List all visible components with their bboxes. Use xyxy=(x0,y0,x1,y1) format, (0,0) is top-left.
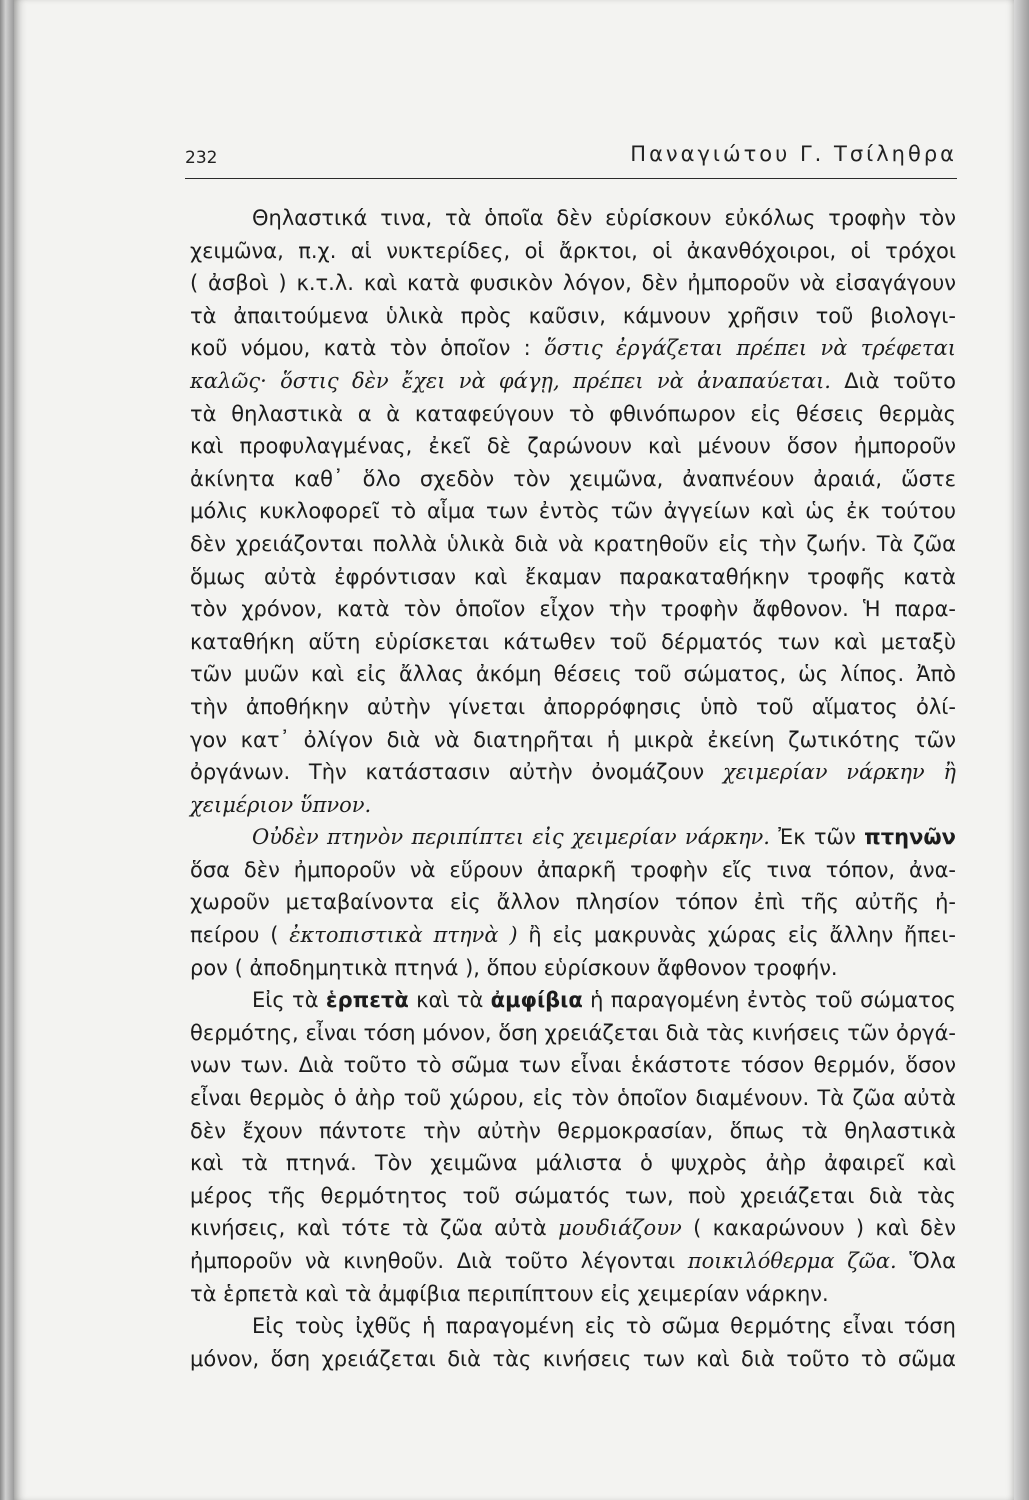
text-line xyxy=(190,1180,956,1213)
text-run: θερμότης, εἶναι τόση μόνον, ὅση χρειάζεται διὰ τὰς κινήσεις τῶν ὀργά- xyxy=(190,1020,956,1045)
text-line xyxy=(190,1017,956,1050)
text-line xyxy=(190,789,956,822)
text-run: τὴν ἀποθήκην αὐτὴν γίνεται ἀπορρόφησις ὑπὸ τοῦ αἵματος ὀλί- xyxy=(190,694,956,719)
text-run: μόλις κυκλοφορεῖ τὸ αἷμα των ἐντὸς τῶν ἀγγείων καὶ ὡς ἐκ τούτου xyxy=(190,499,956,524)
text-line xyxy=(190,528,956,561)
text-run: τὰ ἑρπετὰ καὶ τὰ ἀμφίβια περιπίπτουν εἰς χειμερίαν νάρκην. xyxy=(190,1281,829,1306)
bold-term: ἀμφίβια xyxy=(490,988,583,1013)
text-run: ἢ εἰς μακρυνὰς χώρας εἰς ἄλλην ἤπει- xyxy=(517,923,956,948)
text-run: χειμῶνα, π.χ. αἱ νυκτερίδες, οἱ ἄρκτοι, οἱ ἀκανθόχοιροι, οἱ τρόχοι xyxy=(190,238,956,263)
text-run: καὶ τὰ xyxy=(408,988,491,1013)
text-run: Εἰς τοὺς ἰχθῦς ἡ παραγομένη εἰς τὸ σῶμα θερμότης εἶναι τόση xyxy=(252,1314,956,1339)
text-run: δὲν ἔχουν πάντοτε τὴν αὐτὴν θερμοκρασίαν, ὅπως τὰ θηλαστικὰ xyxy=(190,1118,956,1143)
text-line xyxy=(190,756,956,789)
italic-text: ἐκτοπιστικὰ πτηνὰ ) xyxy=(289,923,518,948)
text-run: Θηλαστικά τινα, τὰ ὁποῖα δὲν εὑρίσκουν εὐκόλως τροφὴν τὸν xyxy=(252,206,956,230)
page-header xyxy=(185,138,957,179)
text-run: Ἐκ τῶν xyxy=(769,825,865,850)
text-run: μόνον, ὅση χρειάζεται διὰ τὰς κινήσεις των καὶ διὰ τοῦτο τὸ σῶμα xyxy=(190,1346,956,1371)
text-run: δὲν χρειάζονται πολλὰ ὑλικὰ διὰ νὰ κρατηθοῦν εἰς τὴν ζωήν. Τὰ ζῶα xyxy=(190,531,956,556)
text-line xyxy=(190,952,956,985)
text-run: ( κακαρώνουν ) καὶ δὲν xyxy=(681,1216,956,1241)
text-run: Εἰς τὰ xyxy=(252,988,326,1013)
text-line xyxy=(190,691,956,724)
text-line xyxy=(190,886,956,919)
text-run: Διὰ τοῦτο xyxy=(830,368,956,393)
text-run: ἡ παραγομένη ἐντὸς τοῦ σώματος xyxy=(582,988,956,1013)
text-line xyxy=(190,1343,956,1376)
text-line xyxy=(190,1049,956,1082)
text-run: τῶν μυῶν καὶ εἰς ἄλλας ἀκόμη θέσεις τοῦ σώματος, ὡς λίπος. Ἀπὸ xyxy=(190,662,956,687)
text-run: τὰ θηλαστικὰ α ὰ καταφεύγουν τὸ φθινόπωρον εἰς θέσεις θερμὰς xyxy=(190,401,956,426)
text-run: ρον ( ἀποδημητικὰ πτηνά ), ὅπου εὑρίσκουν ἄφθονον τροφήν. xyxy=(190,955,838,980)
text-run: ἠμποροῦν νὰ κινηθοῦν. Διὰ τοῦτο λέγονται xyxy=(190,1249,688,1273)
italic-text: καλῶς· ὅστις δὲν ἔχει νὰ φάγῃ, πρέπει νὰ ἀναπαύεται. xyxy=(190,368,831,393)
text-run: νων των. Διὰ τοῦτο τὸ σῶμα των εἶναι ἑκάστοτε τόσον θερμόν, ὅσον xyxy=(190,1053,956,1078)
italic-text: ὅστις ἐργάζεται πρέπει νὰ τρέφεται xyxy=(544,336,956,361)
text-run: Ὅλα xyxy=(896,1249,957,1273)
text-line xyxy=(190,724,956,757)
book-spine-edge xyxy=(0,0,14,1500)
text-line xyxy=(190,463,956,496)
text-run: γον κατ᾽ ὀλίγον διὰ νὰ διατηρῆται ἡ μικρὰ ἐκείνη ζωτικότης τῶν xyxy=(190,727,956,752)
italic-text: μουδιάζουν xyxy=(558,1216,682,1241)
text-run: ὀργάνων. Τὴν κατάστασιν αὐτὴν ὀνομάζουν xyxy=(190,760,723,785)
text-run: ὅμως αὐτὰ ἐφρόντισαν καὶ ἔκαμαν παρακαταθήκην τροφῆς κατὰ xyxy=(190,564,956,589)
text-line xyxy=(190,1278,956,1311)
text-line xyxy=(190,430,956,463)
italic-text: χειμερίαν νάρκην ἢ xyxy=(722,760,957,785)
text-run: κινήσεις, καὶ τότε τὰ ζῶα αὐτὰ xyxy=(190,1216,559,1241)
text-run: πείρου ( xyxy=(190,923,290,948)
text-line xyxy=(190,919,956,952)
text-line xyxy=(190,561,956,594)
text-run: τὰ ἀπαιτούμενα ὑλικὰ πρὸς καῦσιν, κάμνουν χρῆσιν τοῦ βιολογι- xyxy=(190,303,956,328)
text-line xyxy=(190,854,956,887)
text-line xyxy=(190,267,956,300)
text-line xyxy=(190,398,956,431)
text-line xyxy=(190,821,956,854)
text-run: τὸν χρόνον, κατὰ τὸν ὁποῖον εἶχον τὴν τροφὴν ἄφθονον. Ἡ παρα- xyxy=(190,597,956,622)
text-line xyxy=(190,626,956,659)
text-run: ἀκίνητα καθ᾽ ὅλο σχεδὸν τὸν χειμῶνα, ἀναπνέουν ἀραιά, ὥστε xyxy=(190,466,956,491)
text-line xyxy=(190,1082,956,1115)
text-line xyxy=(190,593,956,626)
text-line xyxy=(190,1245,956,1278)
page-stack-edge xyxy=(1014,0,1029,1500)
text-line xyxy=(190,365,956,398)
text-line xyxy=(190,235,956,268)
text-line xyxy=(190,300,956,333)
text-run: καὶ προφυλαγμένας, ἐκεῖ δὲ ζαρώνουν καὶ μένουν ὅσον ἠμποροῦν xyxy=(190,434,956,459)
text-run: εἶναι θερμὸς ὁ ἀὴρ τοῦ χώρου, εἰς τὸν ὁποῖον διαμένουν. Τὰ ζῶα αὐτὰ xyxy=(190,1086,956,1111)
italic-text: ποικιλόθερμα ζῶα. xyxy=(687,1249,897,1273)
running-head-author: Παναγιώτου Γ. Τσίληθρα xyxy=(630,142,957,166)
page-number: 232 xyxy=(185,148,218,168)
text-line xyxy=(190,1212,956,1245)
body-text xyxy=(190,202,956,1375)
text-run: ὅσα δὲν ἠμποροῦν νὰ εὕρουν ἀπαρκῆ τροφὴν εἴς τινα τόπον, ἀνα- xyxy=(190,857,956,882)
text-line xyxy=(190,1115,956,1148)
italic-text: χειμέριον ὕπνον. xyxy=(190,792,372,817)
text-line xyxy=(190,202,956,235)
text-run: κοῦ νόμου, κατὰ τὸν ὁποῖον : xyxy=(190,336,545,361)
bold-term: ἑρπετὰ xyxy=(325,988,409,1013)
text-run: μέρος τῆς θερμότητος τοῦ σώματός των, ποὺ χρειάζεται διὰ τὰς xyxy=(190,1183,956,1208)
text-line xyxy=(190,1310,956,1343)
text-line xyxy=(190,658,956,691)
text-run: ( ἀσβοὶ ) κ.τ.λ. καὶ κατὰ φυσικὸν λόγον, δὲν ἠμποροῦν νὰ εἰσαγάγουν xyxy=(190,271,956,296)
text-line xyxy=(190,495,956,528)
text-line xyxy=(190,332,956,365)
text-run: καὶ τὰ πτηνά. Τὸν χειμῶνα μάλιστα ὁ ψυχρὸς ἀὴρ ἀφαιρεῖ καὶ xyxy=(190,1151,956,1176)
text-run: χωροῦν μεταβαίνοντα εἰς ἄλλον πλησίον τόπον ἐπὶ τῆς αὐτῆς ἠ- xyxy=(190,890,956,915)
bold-term: πτηνῶν xyxy=(864,825,956,850)
text-run: καταθήκη αὕτη εὑρίσκεται κάτωθεν τοῦ δέρματός των καὶ μεταξὺ xyxy=(190,629,956,654)
text-line xyxy=(190,1147,956,1180)
italic-text: Οὐδὲν πτηνὸν περιπίπτει εἰς χειμερίαν νάρκην. xyxy=(252,825,770,850)
text-line xyxy=(190,984,956,1017)
